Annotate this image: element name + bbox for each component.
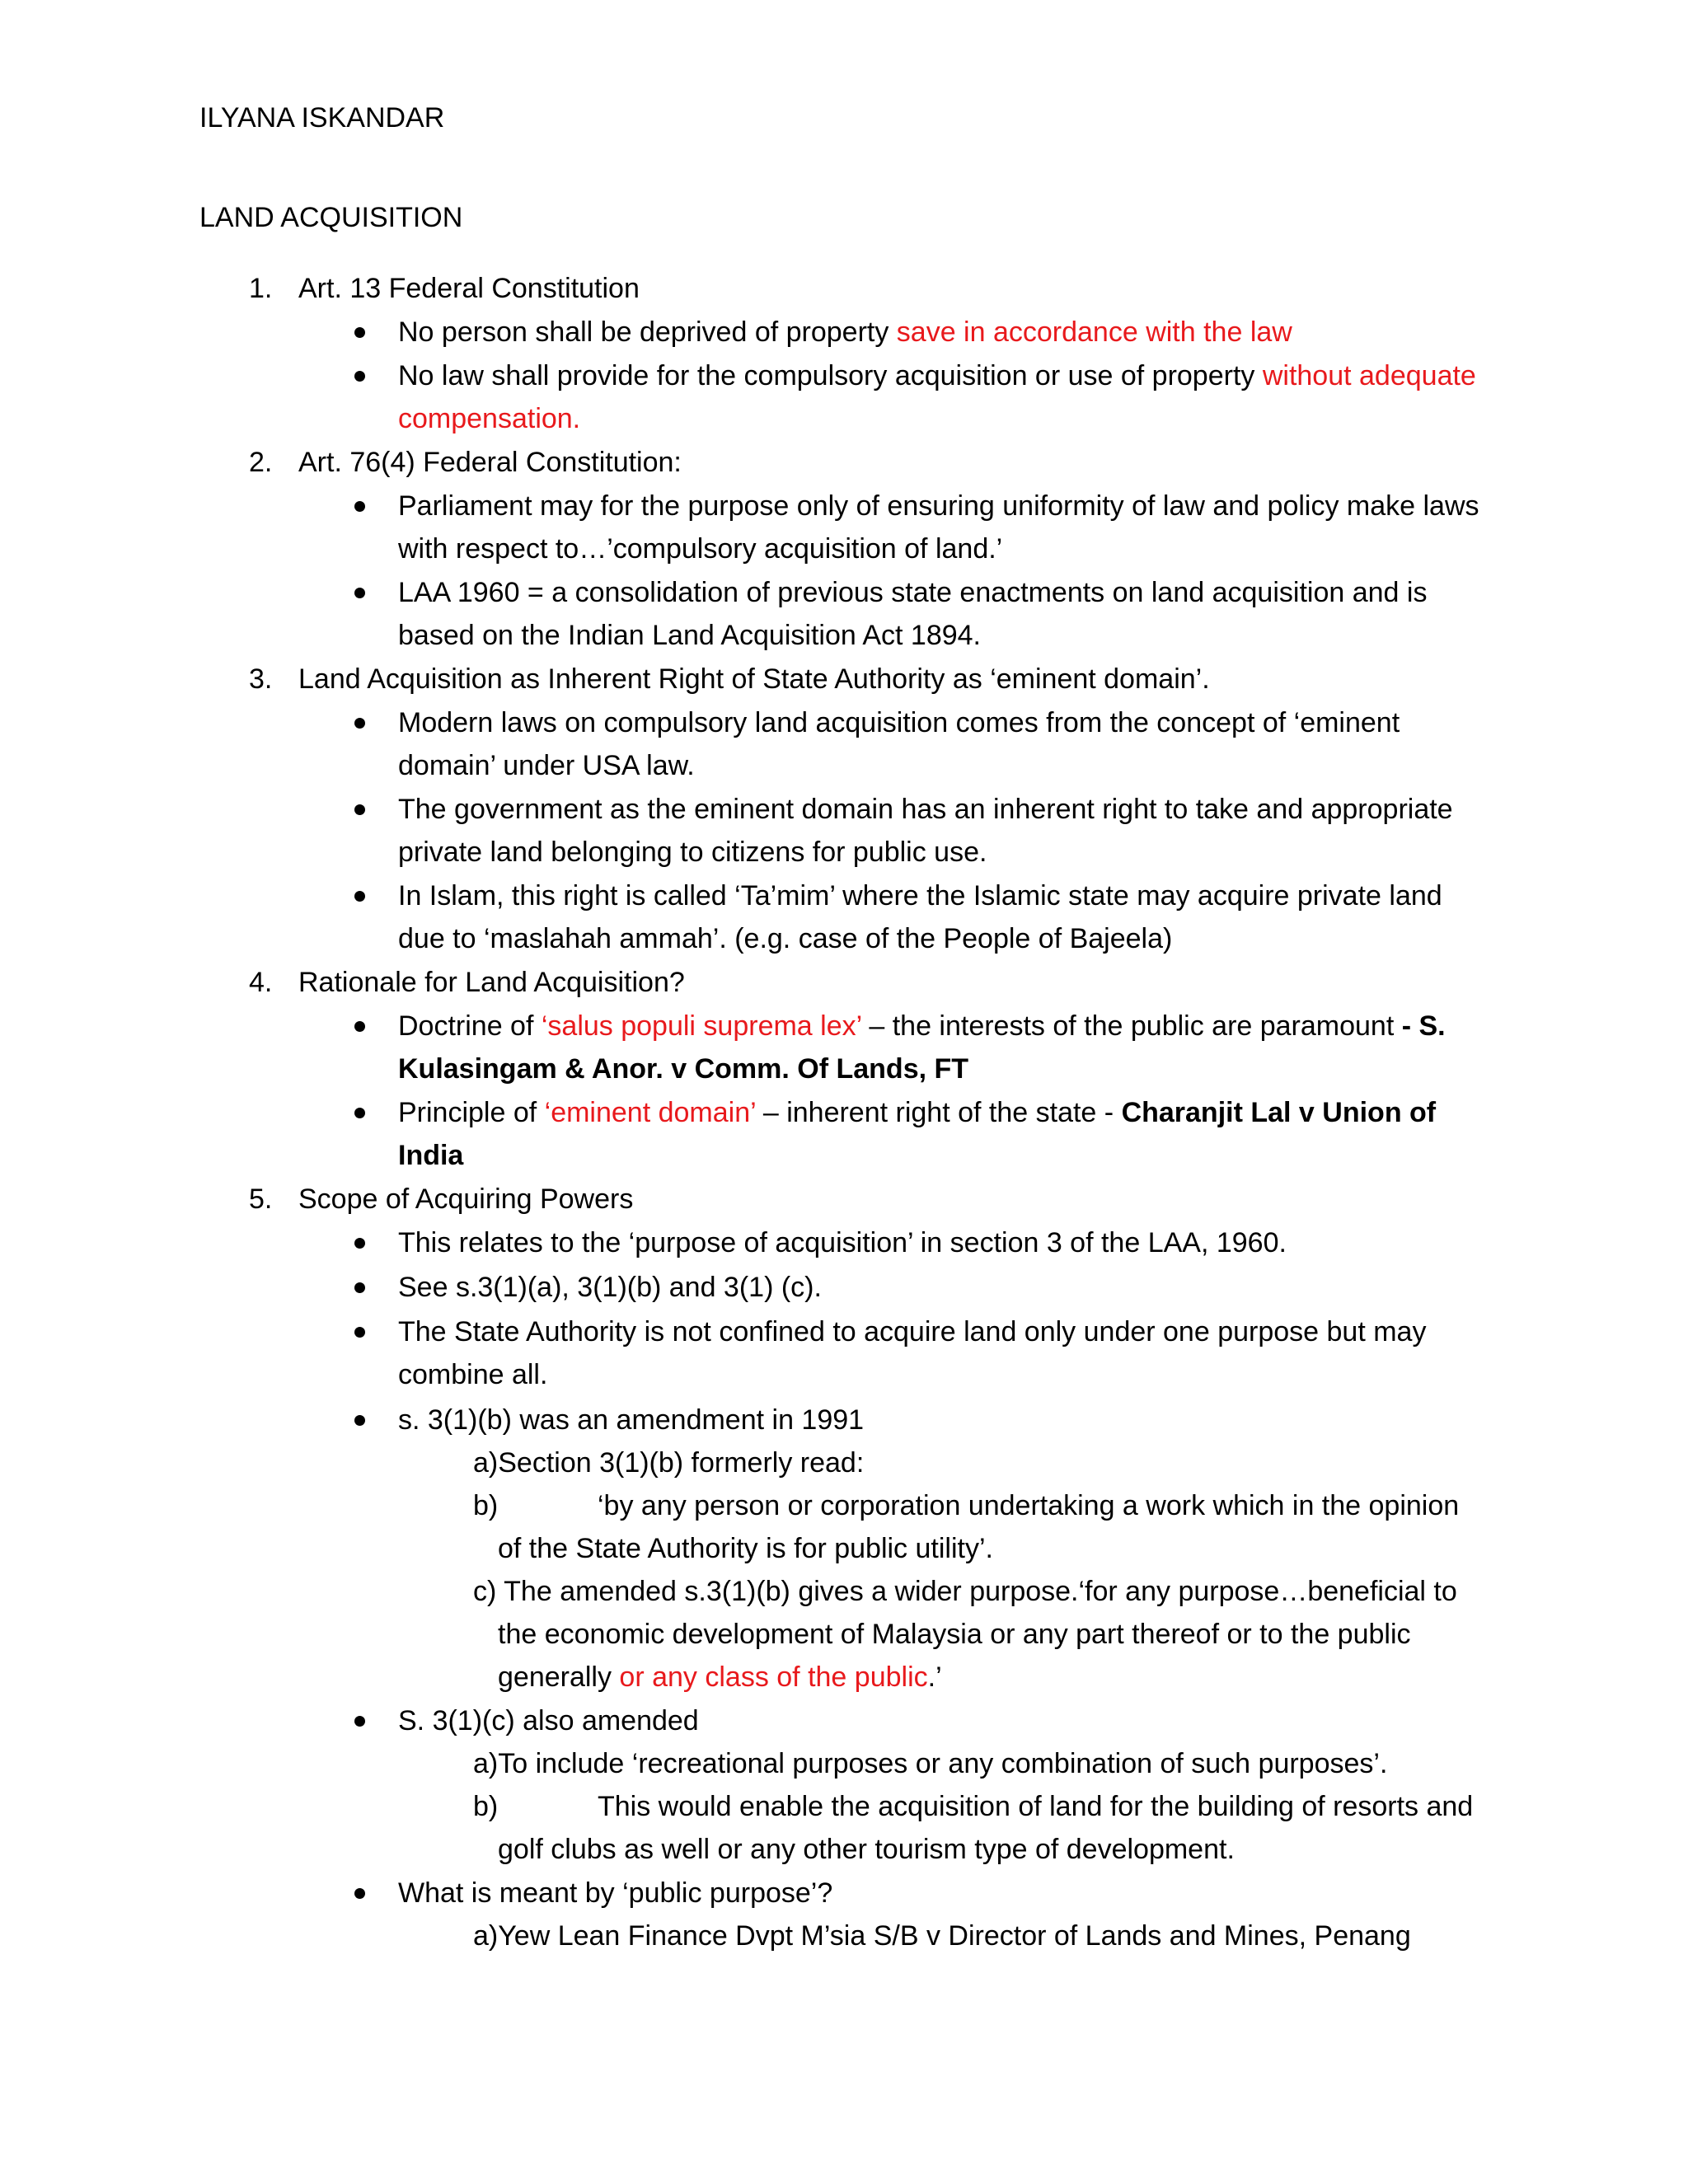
s5-sub-b: ‘by any person or corporation undertaking a work which in the opinion [598,1490,1460,1521]
bullet-icon [354,718,365,729]
bullet-icon [354,1415,365,1426]
bullet-icon [354,1716,365,1727]
bullet-icon [354,327,365,338]
bullet-icon [354,1282,365,1293]
s5-sub-b-marker: b) [473,1490,499,1521]
section-5-heading: Scope of Acquiring Powers [298,1183,634,1215]
s3-bullet-3-cont: due to ‘maslahah ammah’. (e.g. case of the People of Bajeela) [398,923,1173,954]
s5-bullet-6: What is meant by ‘public purpose’? [398,1877,833,1909]
s3-bullet-2: The government as the eminent domain has an inherent right to take and appropriate [398,794,1453,825]
s5-bullet-3-cont: combine all. [398,1359,548,1390]
case-citation: Kulasingam & Anor. v Comm. Of Lands, FT [398,1053,969,1085]
s2-bullet-2: LAA 1960 = a consolidation of previous state enactments on land acquisition and is [398,577,1428,608]
s2-bullet-1: Parliament may for the purpose only of ensuring uniformity of law and policy make laws [398,490,1479,522]
s5-sub-5a: a)To include ‘recreational purposes or any combination of such purposes’. [473,1748,1388,1779]
section-3-heading: Land Acquisition as Inherent Right of State Authority as ‘eminent domain’. [298,663,1210,695]
document-title: LAND ACQUISITION [199,202,463,233]
s2-bullet-2-cont: based on the Indian Land Acquisition Act 1894. [398,620,981,651]
s5-sub-c: c) The amended s.3(1)(b) gives a wider purpose.‘for any purpose…beneficial to [473,1576,1457,1607]
bullet-icon [354,1238,365,1249]
s1-bullet-1: No person shall be deprived of property save in accordance with the law [398,316,1292,348]
s3-bullet-1-cont: domain’ under USA law. [398,750,695,781]
bullet-icon [354,501,365,512]
s5-sub-5b-cont: golf clubs as well or any other tourism type of development. [498,1834,1235,1865]
section-2-number: 2. [249,447,273,478]
s3-bullet-1: Modern laws on compulsory land acquisition comes from the concept of ‘eminent [398,707,1400,738]
case-citation: India [398,1140,464,1171]
section-4-number: 4. [249,967,273,998]
s5-bullet-4: s. 3(1)(b) was an amendment in 1991 [398,1404,865,1436]
s4-bullet-2: Principle of ‘eminent domain’ – inherent right of the state - Charanjit Lal v Union of [398,1097,1437,1128]
bullet-icon [354,804,365,815]
s5-sub-6a: a)Yew Lean Finance Dvpt M’sia S/B v Director of Lands and Mines, Penang [473,1920,1411,1952]
s5-bullet-5: S. 3(1)(c) also amended [398,1705,699,1736]
section-5-number: 5. [249,1183,273,1215]
s4-bullet-1: Doctrine of ‘salus populi suprema lex’ – the interests of the public are paramount - S. [398,1010,1446,1042]
s3-bullet-2-cont: private land belonging to citizens for public use. [398,837,987,868]
bullet-icon [354,1888,365,1899]
s5-bullet-2: See s.3(1)(a), 3(1)(b) and 3(1) (c). [398,1272,822,1303]
bullet-icon [354,1108,365,1118]
section-1-heading: Art. 13 Federal Constitution [298,273,640,304]
section-4-heading: Rationale for Land Acquisition? [298,967,685,998]
s5-sub-c-cont: the economic development of Malaysia or any part thereof or to the public [498,1619,1411,1650]
bullet-icon [354,891,365,902]
section-3-number: 3. [249,663,273,695]
s5-sub-c-cont-2: generally or any class of the public.’ [498,1661,942,1693]
bullet-icon [354,371,365,382]
section-1-number: 1. [249,273,273,304]
bullet-icon [354,588,365,598]
section-2-heading: Art. 76(4) Federal Constitution: [298,447,682,478]
s1-bullet-2: No law shall provide for the compulsory acquisition or use of property without adequate [398,360,1476,391]
s5-sub-5b: This would enable the acquisition of land for the building of resorts and [598,1791,1474,1822]
s5-bullet-1: This relates to the ‘purpose of acquisition’ in section 3 of the LAA, 1960. [398,1227,1287,1258]
author-name: ILYANA ISKANDAR [199,102,445,134]
s5-bullet-3: The State Authority is not confined to acquire land only under one purpose but may [398,1316,1427,1347]
s1-bullet-2-cont: compensation. [398,403,581,434]
s5-sub-b-cont: of the State Authority is for public utility’. [498,1533,993,1564]
s5-sub-5b-marker: b) [473,1791,499,1822]
s3-bullet-3: In Islam, this right is called ‘Ta’mim’ where the Islamic state may acquire private land [398,880,1442,912]
bullet-icon [354,1327,365,1338]
s5-sub-a: a)Section 3(1)(b) formerly read: [473,1447,865,1479]
s2-bullet-1-cont: with respect to…’compulsory acquisition of land.’ [398,533,1003,565]
bullet-icon [354,1021,365,1032]
